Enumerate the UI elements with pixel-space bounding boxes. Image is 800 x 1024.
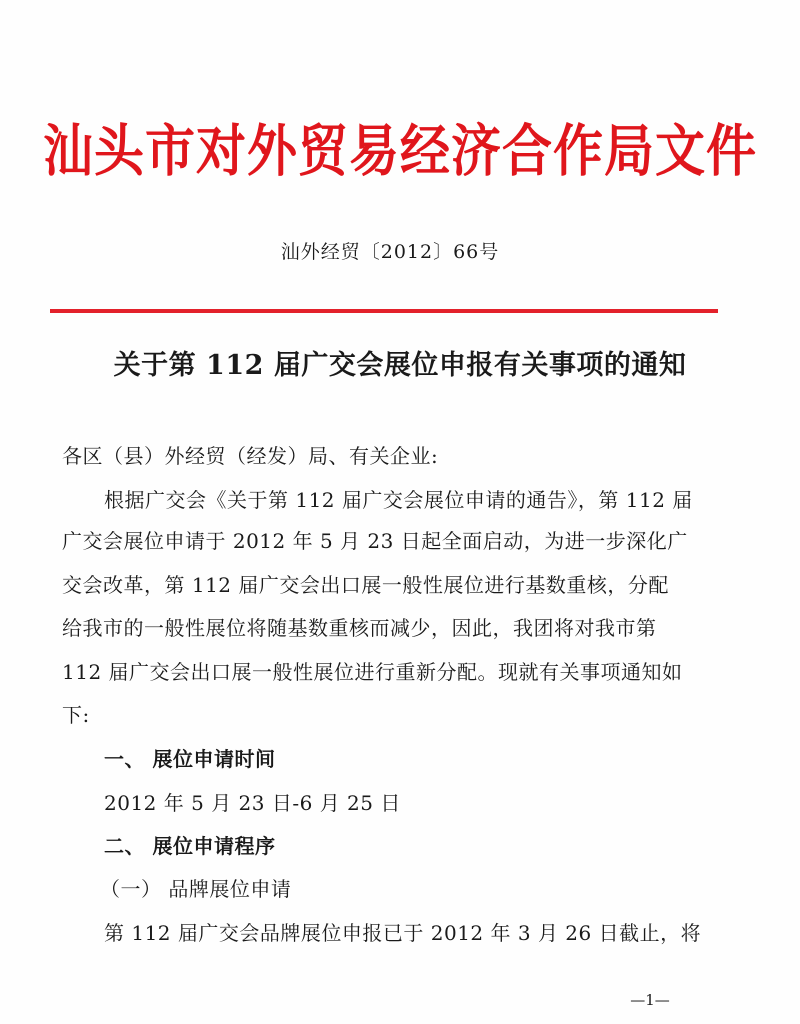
page-number: —1— xyxy=(630,991,670,1009)
masthead-title: 汕头市对外贸易经济合作局文件 xyxy=(43,118,757,185)
notice-title: 关于第 112 届广交会展位申报有关事项的通知 xyxy=(113,350,687,381)
paragraph-line: 交会改革，第 112 届广交会出口展一般性展位进行基数重核，分配 xyxy=(62,573,669,597)
salutation: 各区（县）外经贸（经发）局、有关企业: xyxy=(62,444,439,468)
subsection-heading: （一） 品牌展位申请 xyxy=(100,877,292,901)
paragraph-line: 根据广交会《关于第 112 届广交会展位申请的通告》，第 112 届 xyxy=(104,488,693,512)
paragraph-line: 下: xyxy=(62,703,90,727)
paragraph-line: 广交会展位申请于 2012 年 5 月 23 日起全面启动，为进一步深化广 xyxy=(62,529,688,553)
section-text: 2012 年 5 月 23 日-6 月 25 日 xyxy=(104,791,401,815)
section-heading: 一、 展位申请时间 xyxy=(104,747,276,771)
paragraph-line: 第 112 届广交会品牌展位申报已于 2012 年 3 月 26 日截止，将 xyxy=(104,921,702,945)
document-number: 汕外经贸〔2012〕66号 xyxy=(280,241,500,263)
red-divider-rule xyxy=(50,309,718,313)
paragraph-line: 112 届广交会出口展一般性展位进行重新分配。现就有关事项通知如 xyxy=(62,660,683,684)
paragraph-line: 给我市的一般性展位将随基数重核而减少，因此，我团将对我市第 xyxy=(62,616,657,640)
section-heading: 二、 展位申请程序 xyxy=(104,834,276,858)
